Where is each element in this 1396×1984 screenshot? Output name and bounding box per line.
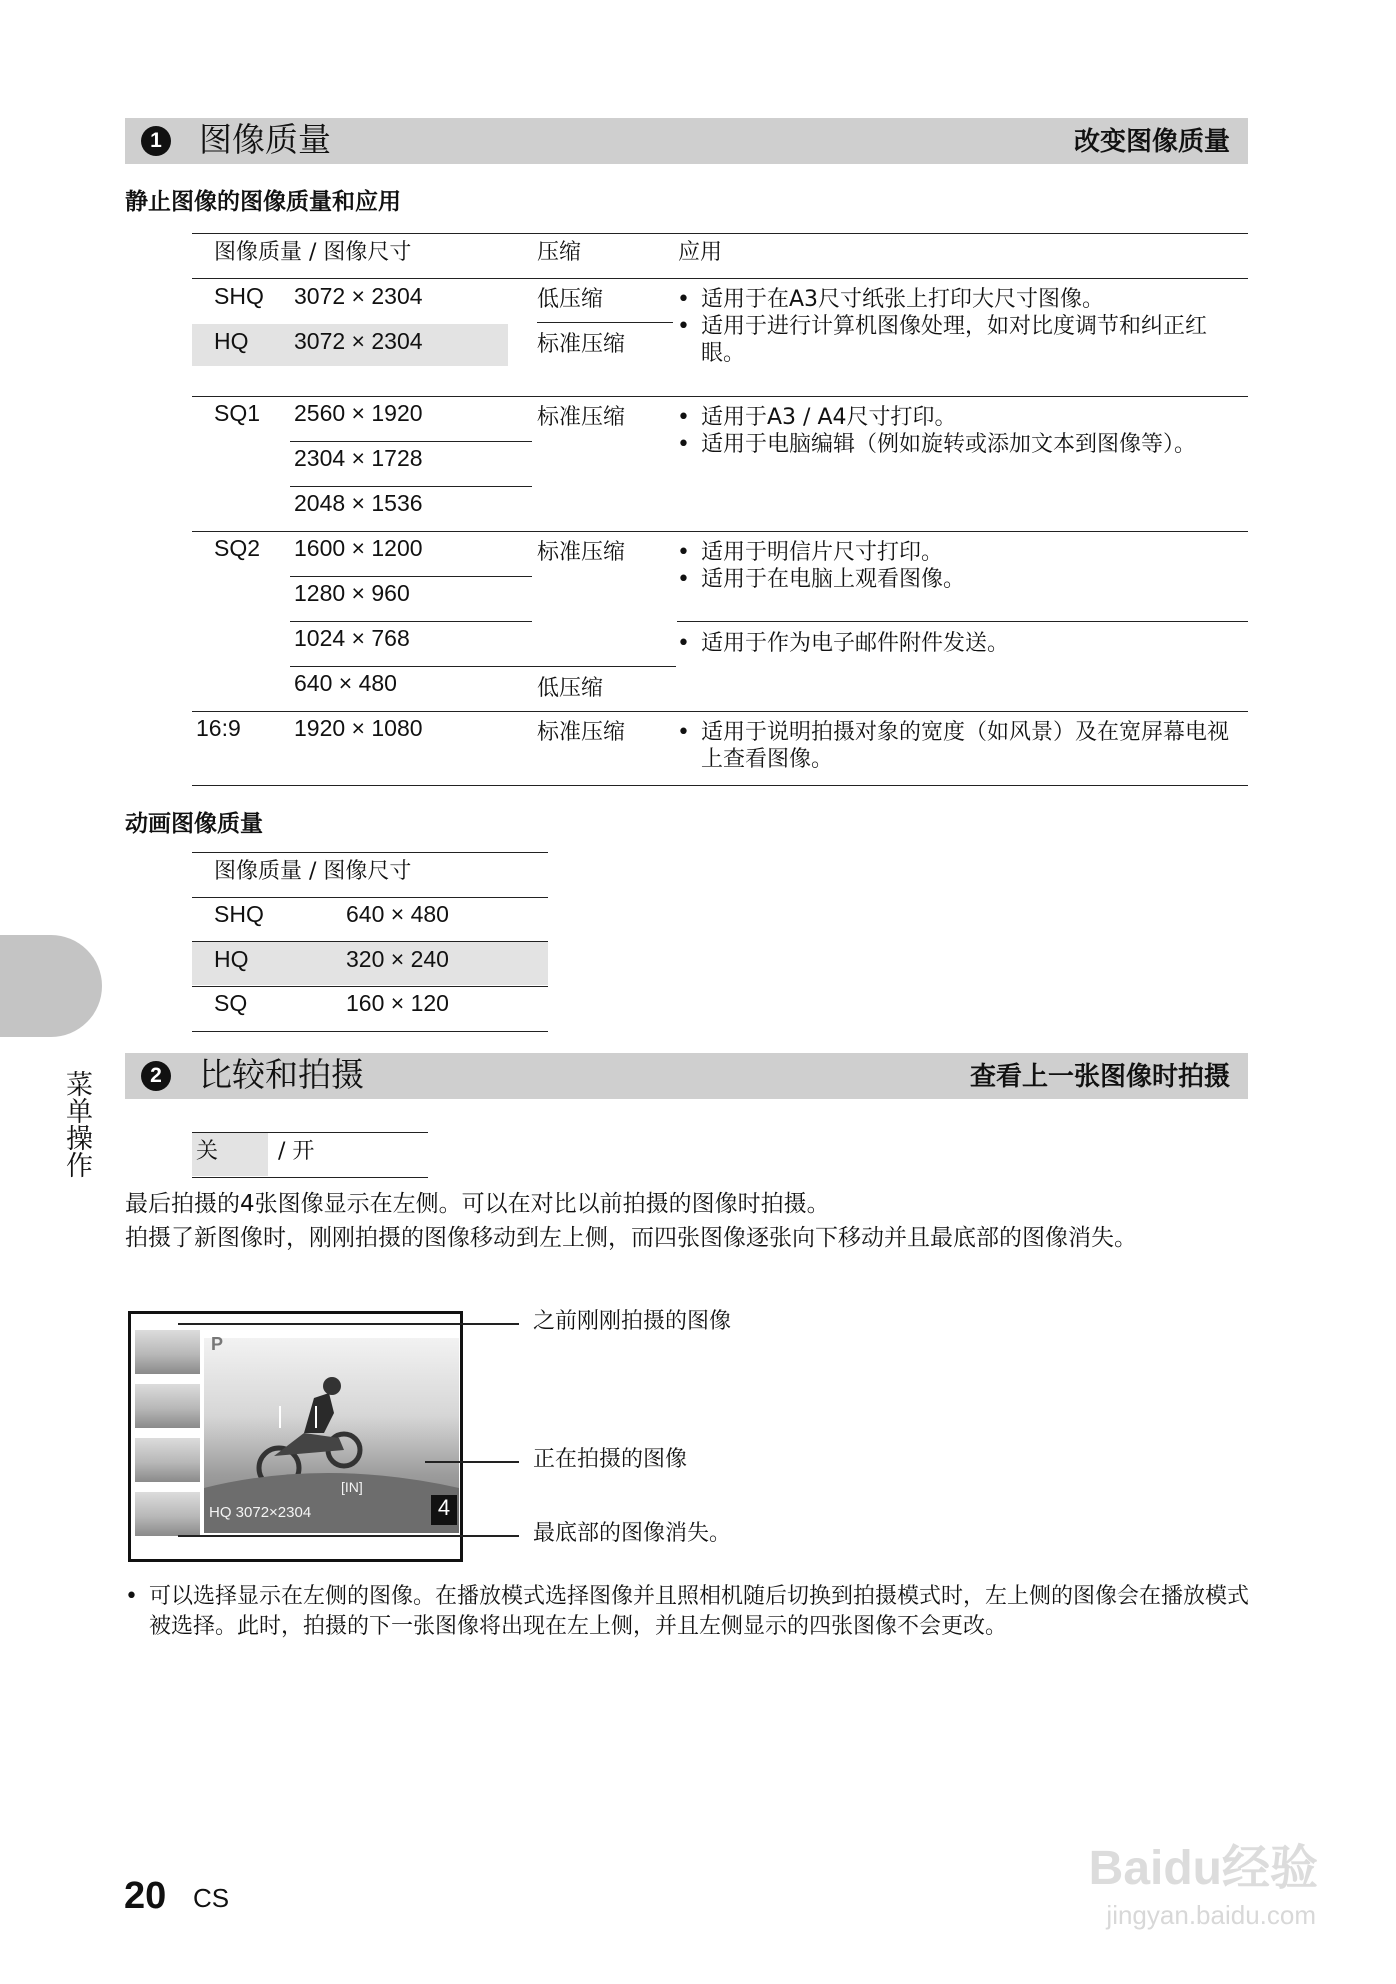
cell-quality: SQ bbox=[214, 990, 248, 1016]
option-off[interactable]: 关 bbox=[196, 1139, 219, 1164]
thumbnail-image bbox=[135, 1492, 200, 1536]
bullet-item: • 适用于明信片尺寸打印。 bbox=[677, 540, 944, 565]
still-image-heading: 静止图像的图像质量和应用 bbox=[125, 189, 401, 215]
side-tab-label: 菜单操作 bbox=[61, 1070, 92, 1178]
section-subtitle: 查看上一张图像时拍摄 bbox=[969, 1062, 1230, 1092]
bullet-item: • 适用于电脑编辑（例如旋转或添加文本到图像等）。 bbox=[677, 432, 1197, 457]
watermark-logo: Baidu经验 bbox=[1088, 1842, 1318, 1895]
section-title: 比较和拍摄 bbox=[199, 1055, 364, 1094]
callout-label: 之前刚刚拍摄的图像 bbox=[533, 1309, 732, 1334]
bullet-item: • 适用于说明拍摄对象的宽度（如风景）及在宽屏幕电视上查看图像。 bbox=[677, 720, 1230, 772]
shooting-mode-indicator: P bbox=[211, 1334, 224, 1354]
paragraph: 拍摄了新图像时，刚刚拍摄的图像移动到左上侧，而四张图像逐张向下移动并且最底部的图像消失。 bbox=[125, 1225, 1137, 1251]
image-quality-readout: HQ 3072×2304 bbox=[209, 1504, 312, 1521]
cell-quality: SQ2 bbox=[214, 535, 261, 561]
cell-compression: 低压缩 bbox=[537, 287, 604, 312]
cell-compression: 标准压缩 bbox=[537, 332, 626, 357]
cell-size: 3072 × 2304 bbox=[294, 328, 423, 354]
af-target-mark bbox=[279, 1406, 317, 1428]
cell-quality: HQ bbox=[214, 946, 249, 972]
cell-compression: 低压缩 bbox=[537, 676, 604, 701]
header-quality-size: 图像质量 / 图像尺寸 bbox=[214, 859, 412, 884]
cell-size: 2048 × 1536 bbox=[294, 490, 423, 516]
bullet-item: • 适用于在A3尺寸纸张上打印大尺寸图像。 bbox=[677, 287, 1105, 312]
thumbnail-image bbox=[135, 1330, 200, 1374]
header-quality-size: 图像质量 / 图像尺寸 bbox=[214, 240, 412, 265]
cell-size: 320 × 240 bbox=[346, 946, 449, 972]
callout-line bbox=[425, 1461, 519, 1463]
language-code: CS bbox=[193, 1883, 230, 1913]
cell-size: 1600 × 1200 bbox=[294, 535, 423, 561]
callout-label: 正在拍摄的图像 bbox=[533, 1447, 688, 1472]
header-application: 应用 bbox=[678, 240, 723, 265]
camera-screen-illustration bbox=[128, 1311, 463, 1562]
cell-compression: 标准压缩 bbox=[537, 540, 626, 565]
thumbnail-image bbox=[135, 1438, 200, 1482]
cell-size: 1280 × 960 bbox=[294, 580, 410, 606]
remaining-shots-count: 4 bbox=[431, 1495, 457, 1525]
thumbnail-image bbox=[135, 1384, 200, 1428]
header-compression: 压缩 bbox=[537, 240, 582, 265]
cell-quality: SQ1 bbox=[214, 400, 261, 426]
section-number: 2 bbox=[141, 1061, 171, 1091]
cell-size: 1024 × 768 bbox=[294, 625, 410, 651]
note-bullet: • 可以选择显示在左侧的图像。在播放模式选择图像并且照相机随后切换到拍摄模式时，左上侧的图像会在播放模式被选择。此时，拍摄的下一张图像将出现在左上侧，并且左侧显示的四张图像不会更改。 bbox=[125, 1584, 1250, 1639]
section-2-header bbox=[125, 1053, 1248, 1099]
bullet-item: • 适用于在电脑上观看图像。 bbox=[677, 567, 966, 592]
cell-quality: SHQ bbox=[214, 283, 264, 309]
callout-line bbox=[178, 1323, 519, 1325]
page-number: 20 bbox=[124, 1875, 167, 1917]
section-title: 图像质量 bbox=[199, 120, 331, 159]
cell-quality: 16:9 bbox=[196, 715, 241, 741]
cell-size: 640 × 480 bbox=[294, 670, 397, 696]
side-tab bbox=[0, 935, 102, 1037]
bullet-item: • 适用于A3 / A4尺寸打印。 bbox=[677, 405, 957, 430]
paragraph: 最后拍摄的4张图像显示在左侧。可以在对比以前拍摄的图像时拍摄。 bbox=[125, 1191, 830, 1217]
callout-line bbox=[178, 1535, 519, 1537]
section-1-header bbox=[125, 118, 1248, 164]
section-number: 1 bbox=[141, 126, 171, 156]
watermark-url: jingyan.baidu.com bbox=[1106, 1900, 1316, 1930]
cell-size: 2560 × 1920 bbox=[294, 400, 423, 426]
bullet-item: • 适用于进行计算机图像处理，如对比度调节和纠正红眼。 bbox=[677, 314, 1208, 366]
cell-quality: HQ bbox=[214, 328, 249, 354]
callout-label: 最底部的图像消失。 bbox=[533, 1521, 732, 1546]
cell-quality: SHQ bbox=[214, 901, 264, 927]
cell-size: 2304 × 1728 bbox=[294, 445, 423, 471]
cell-compression: 标准压缩 bbox=[537, 720, 626, 745]
cell-size: 160 × 120 bbox=[346, 990, 449, 1016]
bullet-item: • 适用于作为电子邮件附件发送。 bbox=[677, 631, 1010, 656]
cell-size: 640 × 480 bbox=[346, 901, 449, 927]
cell-compression: 标准压缩 bbox=[537, 405, 626, 430]
section-subtitle: 改变图像质量 bbox=[1073, 127, 1230, 157]
cell-size: 3072 × 2304 bbox=[294, 283, 423, 309]
movie-heading: 动画图像质量 bbox=[125, 811, 263, 837]
option-on[interactable]: / 开 bbox=[278, 1139, 315, 1164]
memory-indicator: [IN] bbox=[341, 1479, 363, 1495]
cell-size: 1920 × 1080 bbox=[294, 715, 423, 741]
